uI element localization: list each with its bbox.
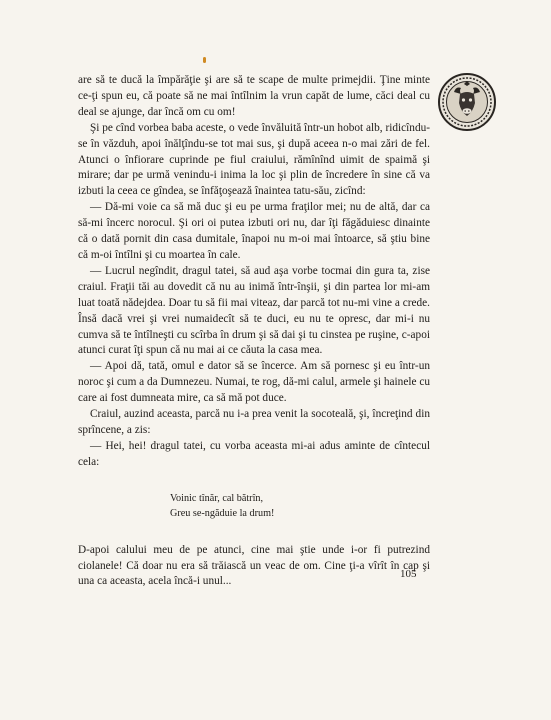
poem-line: Voinic tînăr, cal bătrîn, bbox=[170, 492, 264, 504]
paragraph: — Lucrul negîndit, dragul tatei, să aud aşa vorbe tocmai din gura ta, zise craiul. Fraţii tăi au dovedit că nu au inimă într-înşii, şi din partea lor mi-am luat toată nădejdea. Doar tu să fii mai viteaz, dar parcă tot nu-mi vine a crede. Însă dacă vrei şi vrei numaidecît să te duci, eu nu te opresc, dar mi-i nu cumva să te întîlneşti cu scîrba în drum şi să dai şi tu cinstea pe ruşine, c-apoi atunci curat îţi spun că nu mai ai ce căuta la casa mea. bbox=[78, 264, 430, 357]
paragraph: — Dă-mi voie ca să mă duc şi eu pe urma fraţilor mei; nu de altă, dar ca să-mi încerc norocul. Şi ori oi putea izbuti ori nu, dar îţi făgăduiesc dinainte că o dată pornit din casa dumitale, înapoi nu m-oi mai întoarce, să ştiu bine că m-oi întîlni şi cu moartea în cale. bbox=[78, 201, 430, 261]
paragraph: — Apoi dă, tată, omul e dator să se încerce. Am să pornesc şi eu într-un noroc şi cum a da Dumnezeu. Numai, te rog, dă-mi calul, armele şi hainele cu care ai fost dumneata mire, ca să mă pot duce. bbox=[78, 360, 430, 405]
page-number: 105 bbox=[400, 568, 417, 580]
paragraph: Şi pe cînd vorbea baba aceste, o vede învăluită într-un hobot alb, ridicîndu-se în văzduh, apoi înălţîndu-se tot mai sus, şi după aceea n-o mai zări de fel. Atunci o înfiorare cuprinde pe fiul craiului, rămînînd uimit de spaimă şi mirare; dar pe urmă venindu-i inima la loc şi plin de încredere în sine că va izbuti la ceea ce gîndea, se înfăţoşează înaintea tatu-său, zicînd: bbox=[78, 121, 430, 198]
paragraph: Craiul, auzind aceasta, parcă nu i-a prea venit la socoteală, şi, încreţind din sprîncene, a zis: bbox=[78, 408, 430, 436]
closing-paragraph: D-apoi calului meu de pe atunci, cine mai ştie unde i-or fi putrezind ciolanele! Că doar nu era să trăiască un veac de om. Cine ţi-a vîrît în cap şi una ca aceasta, acela încă-i unul... bbox=[78, 543, 430, 588]
ink-speck bbox=[203, 57, 206, 63]
poem-line: Greu se-ngăduie la drum! bbox=[170, 507, 275, 519]
poem-verse bbox=[78, 491, 430, 521]
ox-head-stamp-icon bbox=[437, 72, 497, 132]
paragraph: are să te ducă la împărăţie şi are să te scape de multe primejdii. Ţine minte ce-ţi spun eu, că poate să ne mai întîlnim la vrun capăt de lume, căci deal cu deal se ajunge, dar încă om cu om! bbox=[78, 74, 430, 118]
page-body bbox=[78, 73, 430, 590]
paragraph: — Hei, hei! dragul tatei, cu vorba aceasta mi-ai adus aminte de cîntecul cela: bbox=[78, 439, 430, 468]
